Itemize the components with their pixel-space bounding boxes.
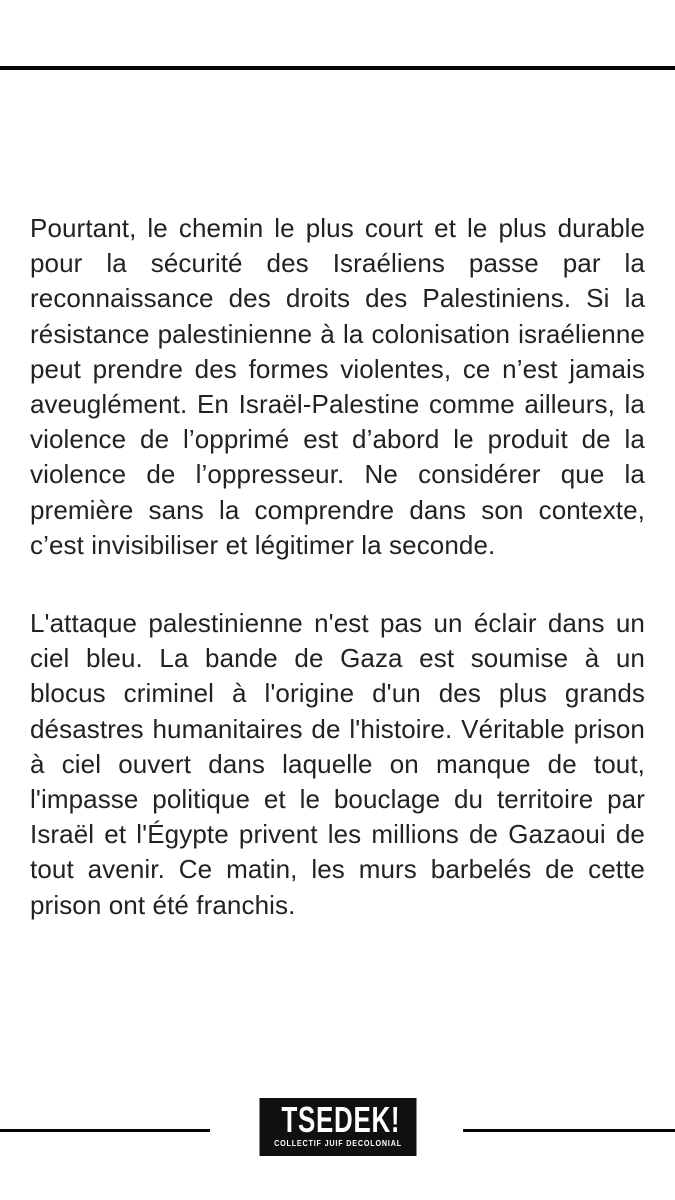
tsedek-logo: [259, 1098, 416, 1156]
footer-divider-right: [463, 1129, 675, 1132]
paragraph-1: Pourtant, le chemin le plus court et le plus durable pour la sécurité des Israéliens passe par la reconnaissance des droits des Palestiniens. Si la résistance palestinienne à la colonisation israélienne peut prendre des formes violentes, ce n’est jamais aveuglément. En Israël-Palestine comme ailleurs, la violence de l’opprimé est d’abord le produit de la violence de l’oppresseur. Ne considérer que la première sans la comprendre dans son contexte, c’est invisibiliser et légitimer la seconde.: [30, 213, 645, 560]
text-block: [30, 211, 645, 923]
logo-subtitle: COLLECTIF JUIF DECOLONIAL: [273, 1139, 402, 1148]
logo-wordmark: TSEDEK!: [280, 1099, 400, 1140]
top-divider: [0, 66, 675, 70]
footer-divider-left: [0, 1129, 210, 1132]
paragraph-2: L'attaque palestinienne n'est pas un éclair dans un ciel bleu. La bande de Gaza est soumise à un blocus criminel à l'origine d'un des plus grands désastres humanitaires de l'histoire. Véritable prison à ciel ouvert dans laquelle on manque de tout, l'impasse politique et le bouclage du territoire par Israël et l'Égypte privent les millions de Gazaoui de tout avenir. Ce matin, les murs barbelés de cette prison ont été franchis.: [30, 608, 645, 920]
